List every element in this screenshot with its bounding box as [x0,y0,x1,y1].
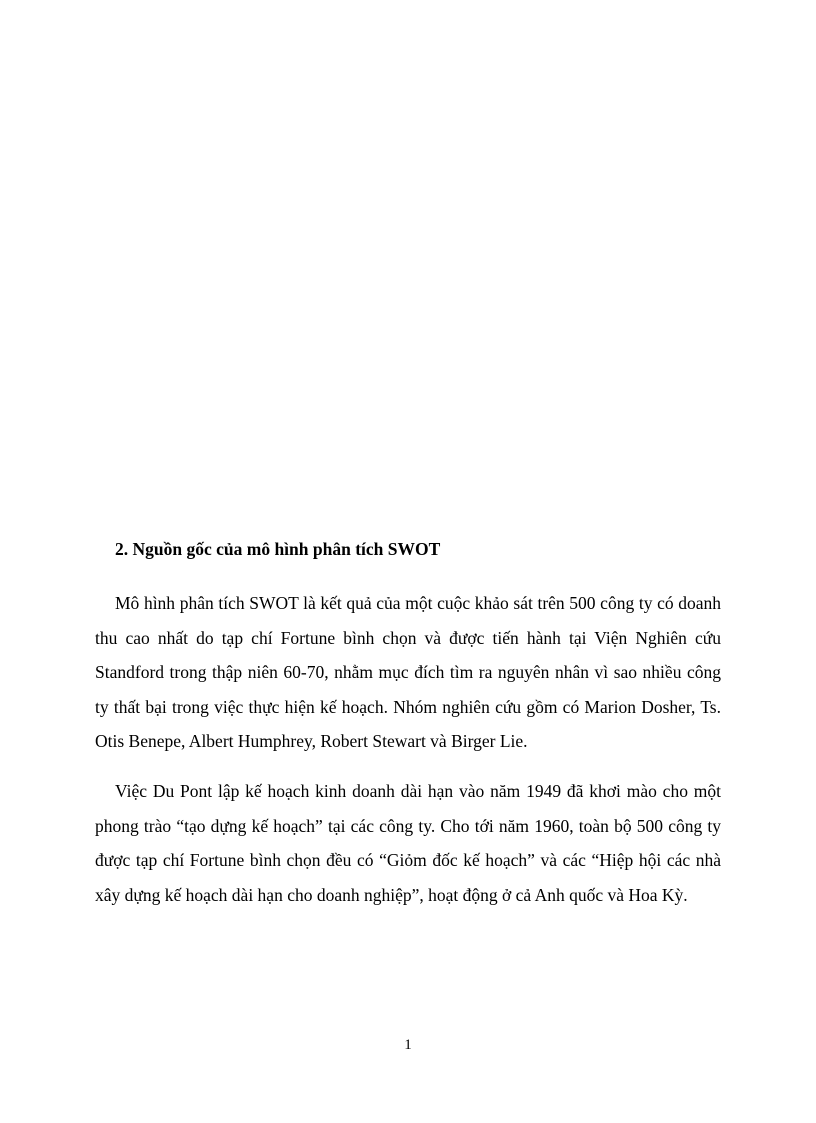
paragraph-origin-survey: Mô hình phân tích SWOT là kết quả của một cuộc khảo sát trên 500 công ty có doanh thu cao nhất do tạp chí Fortune bình chọn và được tiến hành tại Viện Nghiên cứu Standford trong thập niên 60-70, nhằm mục đích tìm ra nguyên nhân vì sao nhiều công ty thất bại trong việc thực hiện kế hoạch. Nhóm nghiên cứu gồm có Marion Dosher, Ts. Otis Benepe, Albert Humphrey, Robert Stewart và Birger Lie. [95,593,721,751]
paragraph-du-pont-planning: Việc Du Pont lập kế hoạch kinh doanh dài hạn vào năm 1949 đã khơi mào cho một phong trào “tạo dựng kế hoạch” tại các công ty. Cho tới năm 1960, toàn bộ 500 công ty được tạp chí Fortune bình chọn đều có “Giỏm đốc kế hoạch” và các “Hiệp hội các nhà xây dựng kế hoạch dài hạn cho doanh nghiệp”, hoạt động ở cả Anh quốc và Hoa Kỳ. [95,781,721,905]
page-number: 1 [404,1037,412,1053]
section-heading: 2. Nguồn gốc của mô hình phân tích SWOT [115,539,441,559]
